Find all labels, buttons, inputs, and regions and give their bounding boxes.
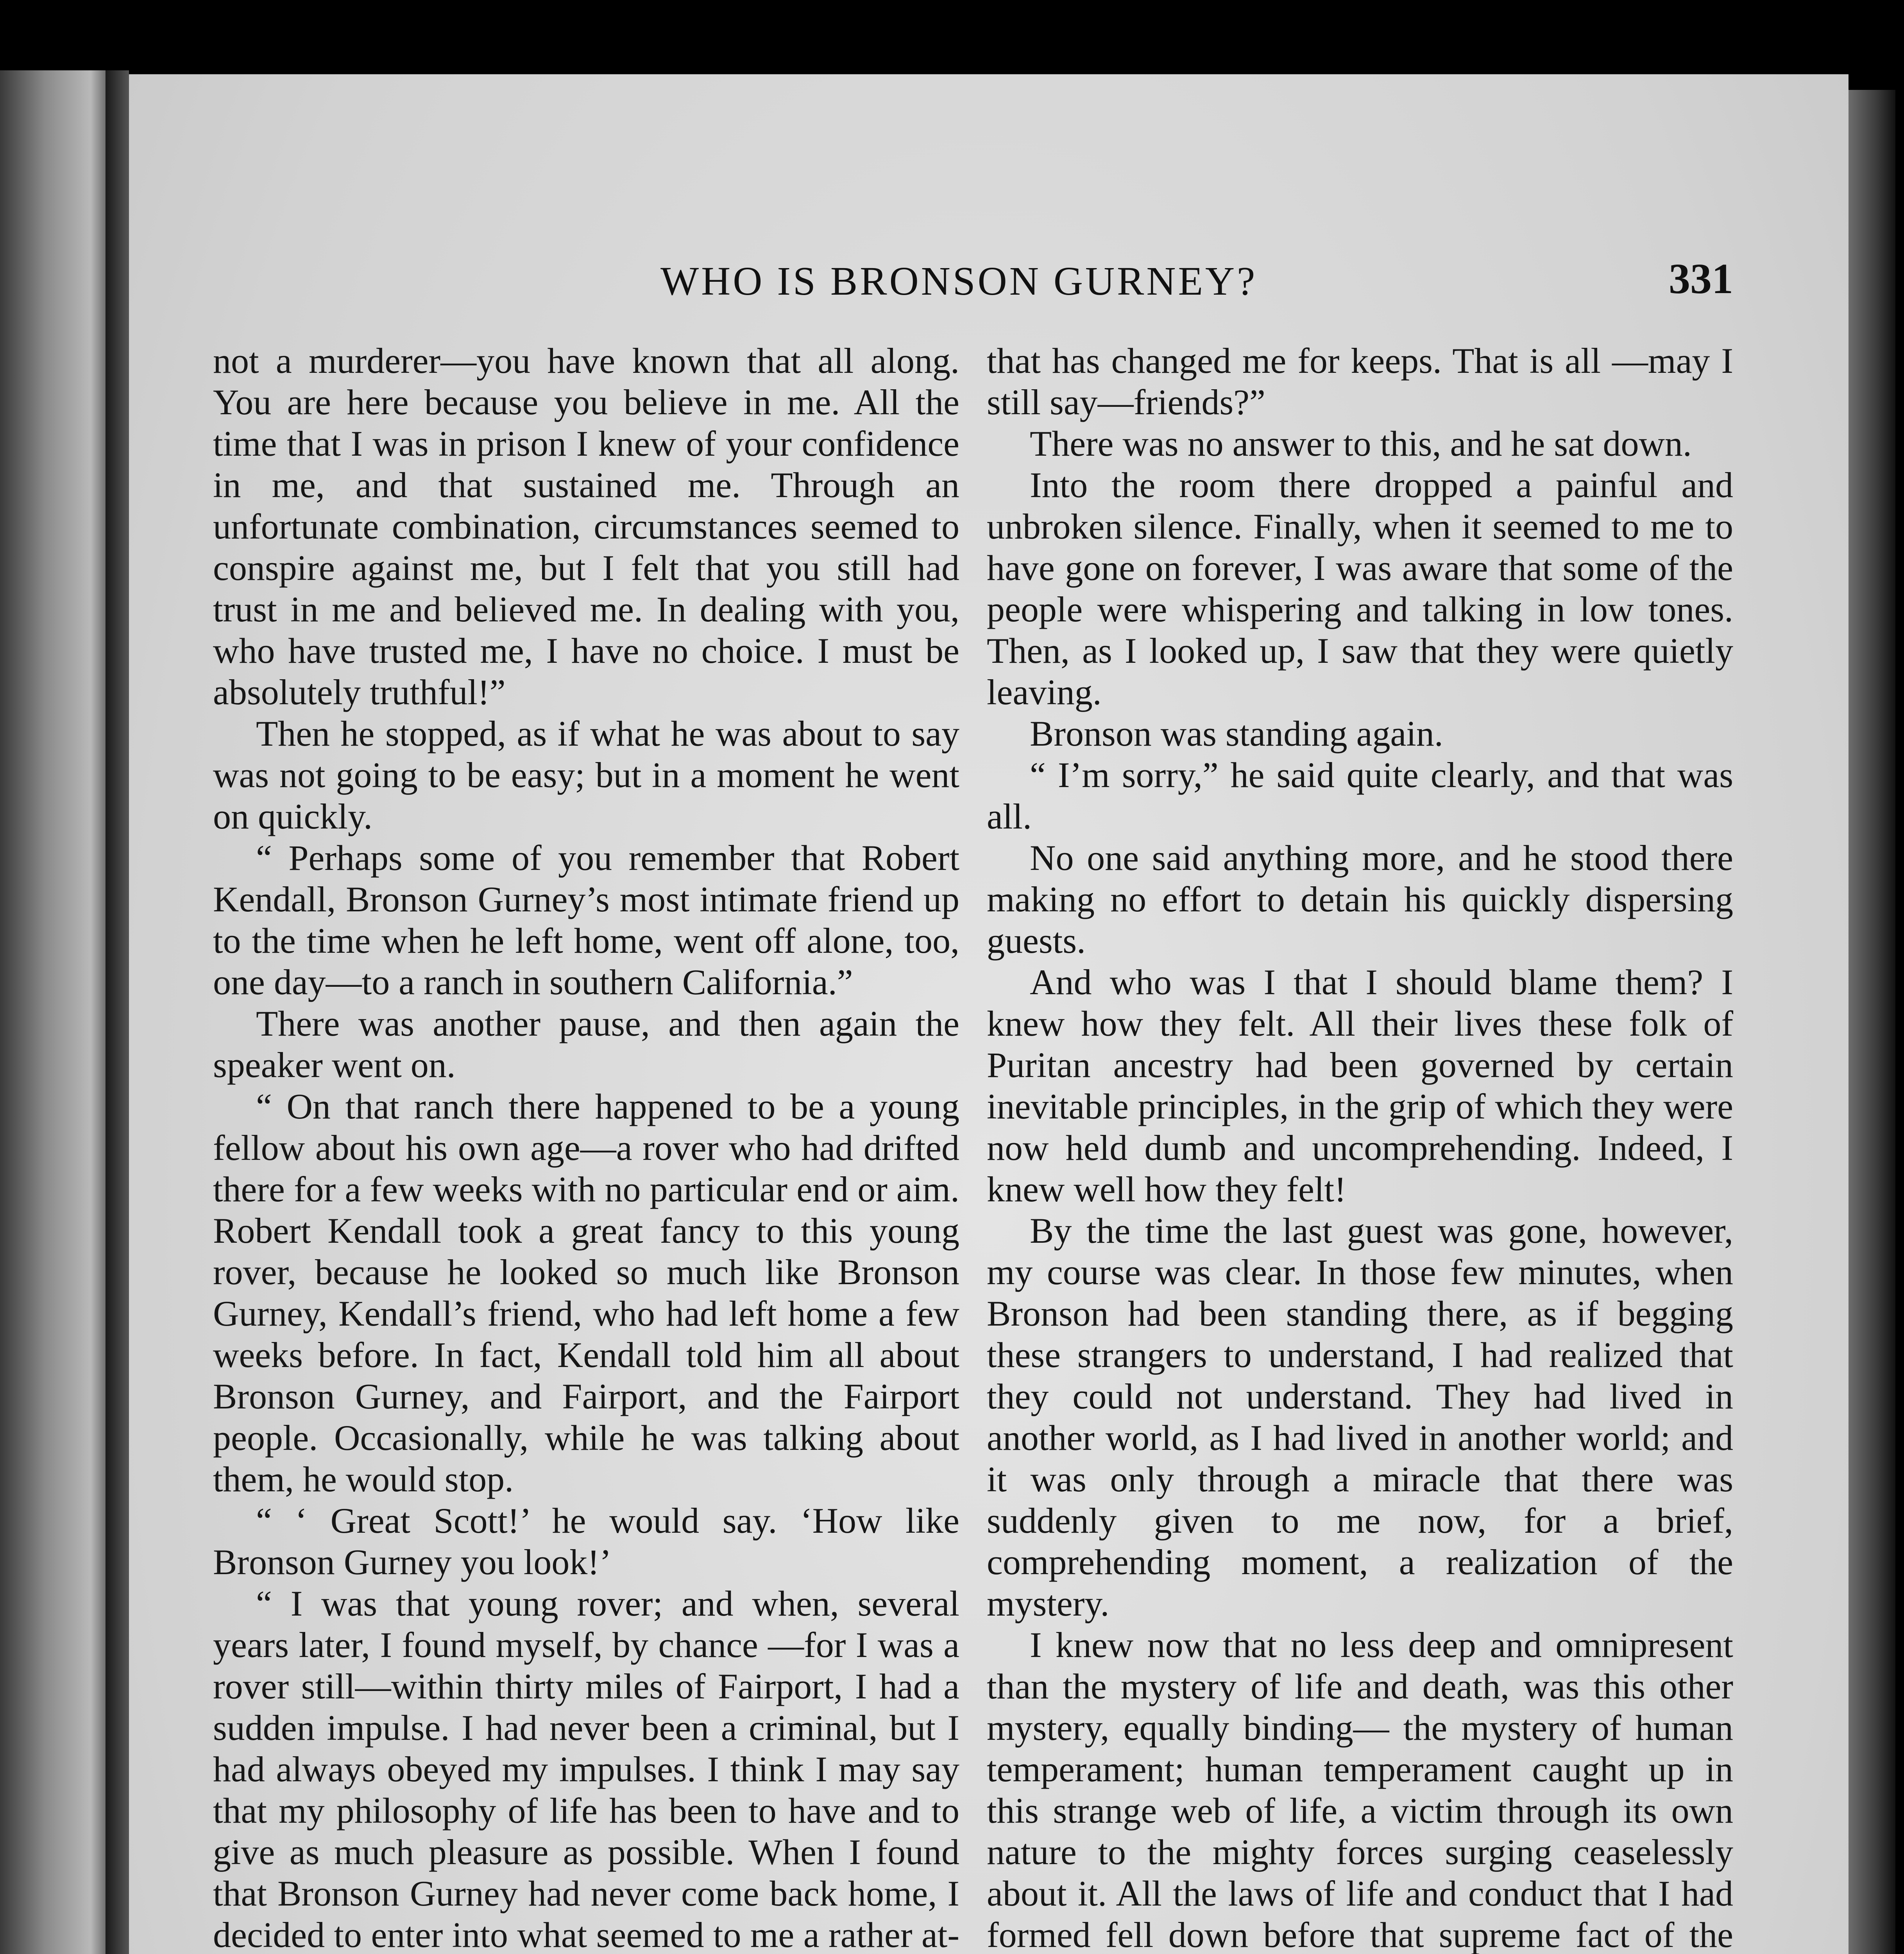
paragraph: There was no answer to this, and he sat down. [1030, 424, 1692, 463]
paragraph: “ I’m sorry,” he said quite clearly, and that was all. [987, 755, 1733, 836]
paragraph: And who was I that I should blame them? I knew how they felt. All their lives these folk of Puritan ancestry had been governed by certain inevitable principles, in the grip of which they were now held dumb and uncomprehending. Indeed, I knew well how they felt! [987, 962, 1733, 1209]
paragraph: “ On that ranch there happened to be a young fellow about his own age—a rover who had drifted there for a few weeks with no particular end or aim. Robert Kendall took a great fancy to this young rover, because he looked so much like Bronson Gurney, Kendall’s friend, who had left home a few weeks before. In fact, Kendall told him all about Bronson Gurney, and Fairport, and the Fairport people. Occasionally, while he was talking about them, he would stop. [213, 1086, 959, 1499]
running-head: WHO IS BRONSON GURNEY? [660, 259, 1258, 304]
paragraph: Then he stopped, as if what he was about to say was not going to be easy; but in a moment he went on quickly. [213, 714, 959, 836]
paragraph: There was another pause, and then again the speaker went on. [213, 1004, 959, 1085]
paragraph: By the time the last guest was gone, however, my course was clear. In those few minutes, when Bronson had been standing there, as if begging these strangers to understand, I had realized that they could not understand. They had lived in another world, as I had lived in another world; and it was only through a miracle that there was suddenly given to me now, for a brief, comprehending moment, a realization of the mystery. [987, 1211, 1733, 1623]
right-text-column [987, 340, 1733, 1954]
paragraph: Into the room there dropped a painful and unbroken silence. Finally, when it seemed to me to have gone on forever, I was aware that some of the people were whispering and talking in low tones. Then, as I looked up, I saw that they were quietly leaving. [987, 465, 1733, 712]
paragraph: I knew now that no less deep and omnipresent than the mystery of life and death, was this other mystery, equally binding— the mystery of human temperament; human temperament caught up in this strange web of life, a victim through its own nature to the mighty forces surging ceaselessly about it. All the laws of life and conduct that I had formed fell down before that supreme fact of the [987, 1625, 1733, 1954]
paragraph: Bronson was standing again. [1030, 714, 1443, 753]
paragraph: “ Perhaps some of you remember that Robert Kendall, Bronson Gurney’s most intimate friend up to the time when he left home, went off alone, too, one day—to a ranch in southern California.” [213, 838, 959, 1002]
facing-page-edge [0, 70, 113, 1954]
left-text-column [213, 340, 959, 1954]
page-number: 331 [1669, 255, 1733, 302]
paragraph: “ I was that young rover; and when, several years later, I found myself, by chance —for I was a rover still—within thirty miles of Fairport, I had a sudden impulse. I had never been a criminal, but I had always obeyed my impulses. I think I may say that my philosophy of life has been to have and to give as much pleasure as possible. When I found that Bronson Gurney had never come back home, I decided to enter into what seemed to me a rather at [213, 1584, 959, 1954]
gutter-shadow [106, 70, 129, 1954]
paragraph: not a murderer—you have known that all along. You are here because you believe in me. All the time that I was in prison I knew of your confidence in me, and that sustained me. Through an unfortunate combination, circumstances seemed to conspire against me, but I felt that you still had trust in me and believed me. In dealing with you, who have trusted me, I have no choice. I must be absolutely truthful!” [213, 341, 959, 712]
paragraph: No one said anything more, and he stood there making no effort to detain his quickly dispersing guests. [987, 838, 1733, 961]
page-right-edge [1849, 90, 1895, 1954]
paragraph: “ ‘ Great Scott!’ he would say. ‘How like Bronson Gurney you look!’ [213, 1501, 959, 1582]
paragraph: that has changed me for keeps. That is all —may I still say—friends?” [987, 341, 1733, 422]
